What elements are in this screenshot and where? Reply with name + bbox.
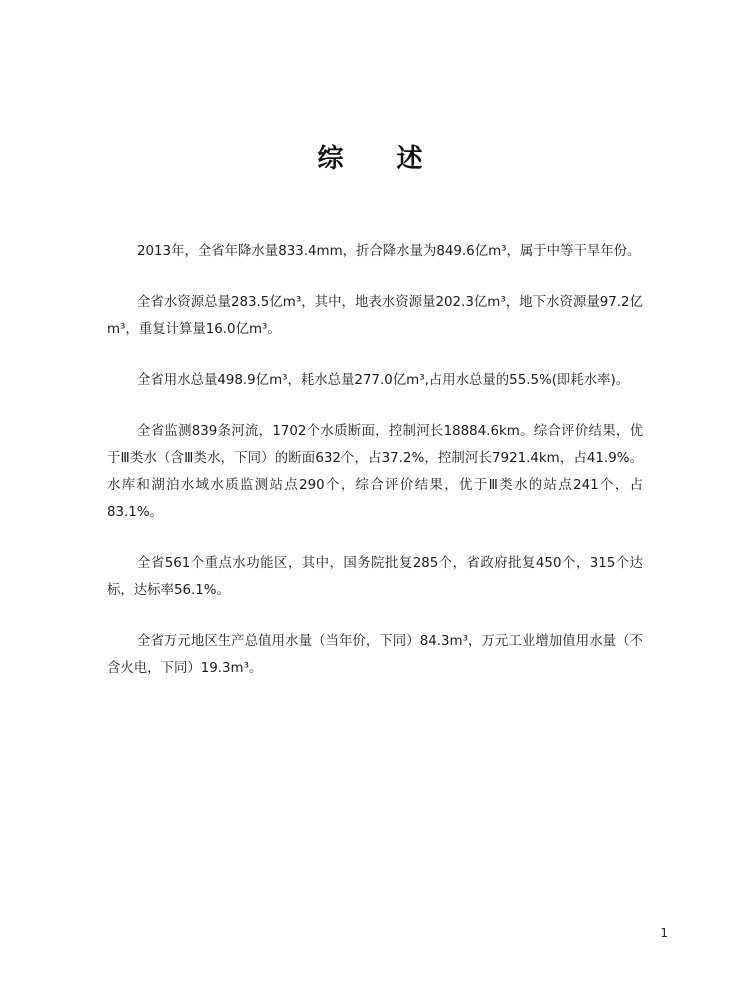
paragraph-precipitation: 2013年，全省年降水量833.4mm，折合降水量为849.6亿m³，属于中等干旱年份。 — [137, 244, 641, 259]
paragraph-function-zones: 全省561个重点水功能区，其中，国务院批复285个，省政府批复450个，315个达标，达标率56.1%。 — [107, 556, 643, 598]
paragraph-water-use: 全省用水总量498.9亿m³，耗水总量277.0亿m³,占用水总量的55.5%(即耗水率)。 — [137, 373, 630, 388]
summary-body — [107, 238, 643, 706]
page-number: 1 — [660, 926, 668, 940]
page-title: 综 述 — [317, 144, 445, 174]
paragraph-water-efficiency: 全省万元地区生产总值用水量（当年价，下同）84.3m³，万元工业增加值用水量（不含火电，下同）19.3m³。 — [107, 634, 643, 676]
paragraph-water-resources: 全省水资源总量283.5亿m³，其中，地表水资源量202.3亿m³，地下水资源量97.2亿m³，重复计算量16.0亿m³。 — [107, 295, 643, 337]
paragraph-water-quality: 全省监测839条河流，1702个水质断面，控制河长18884.6km。综合评价结果，优于Ⅲ类水（含Ⅲ类水，下同）的断面632个，占37.2%，控制河长7921.4km，占41.9%。水库和湖泊水域水质监测站点290个，综合评价结果，优于Ⅲ类水的站点241个，占83.1%。 — [107, 424, 643, 520]
